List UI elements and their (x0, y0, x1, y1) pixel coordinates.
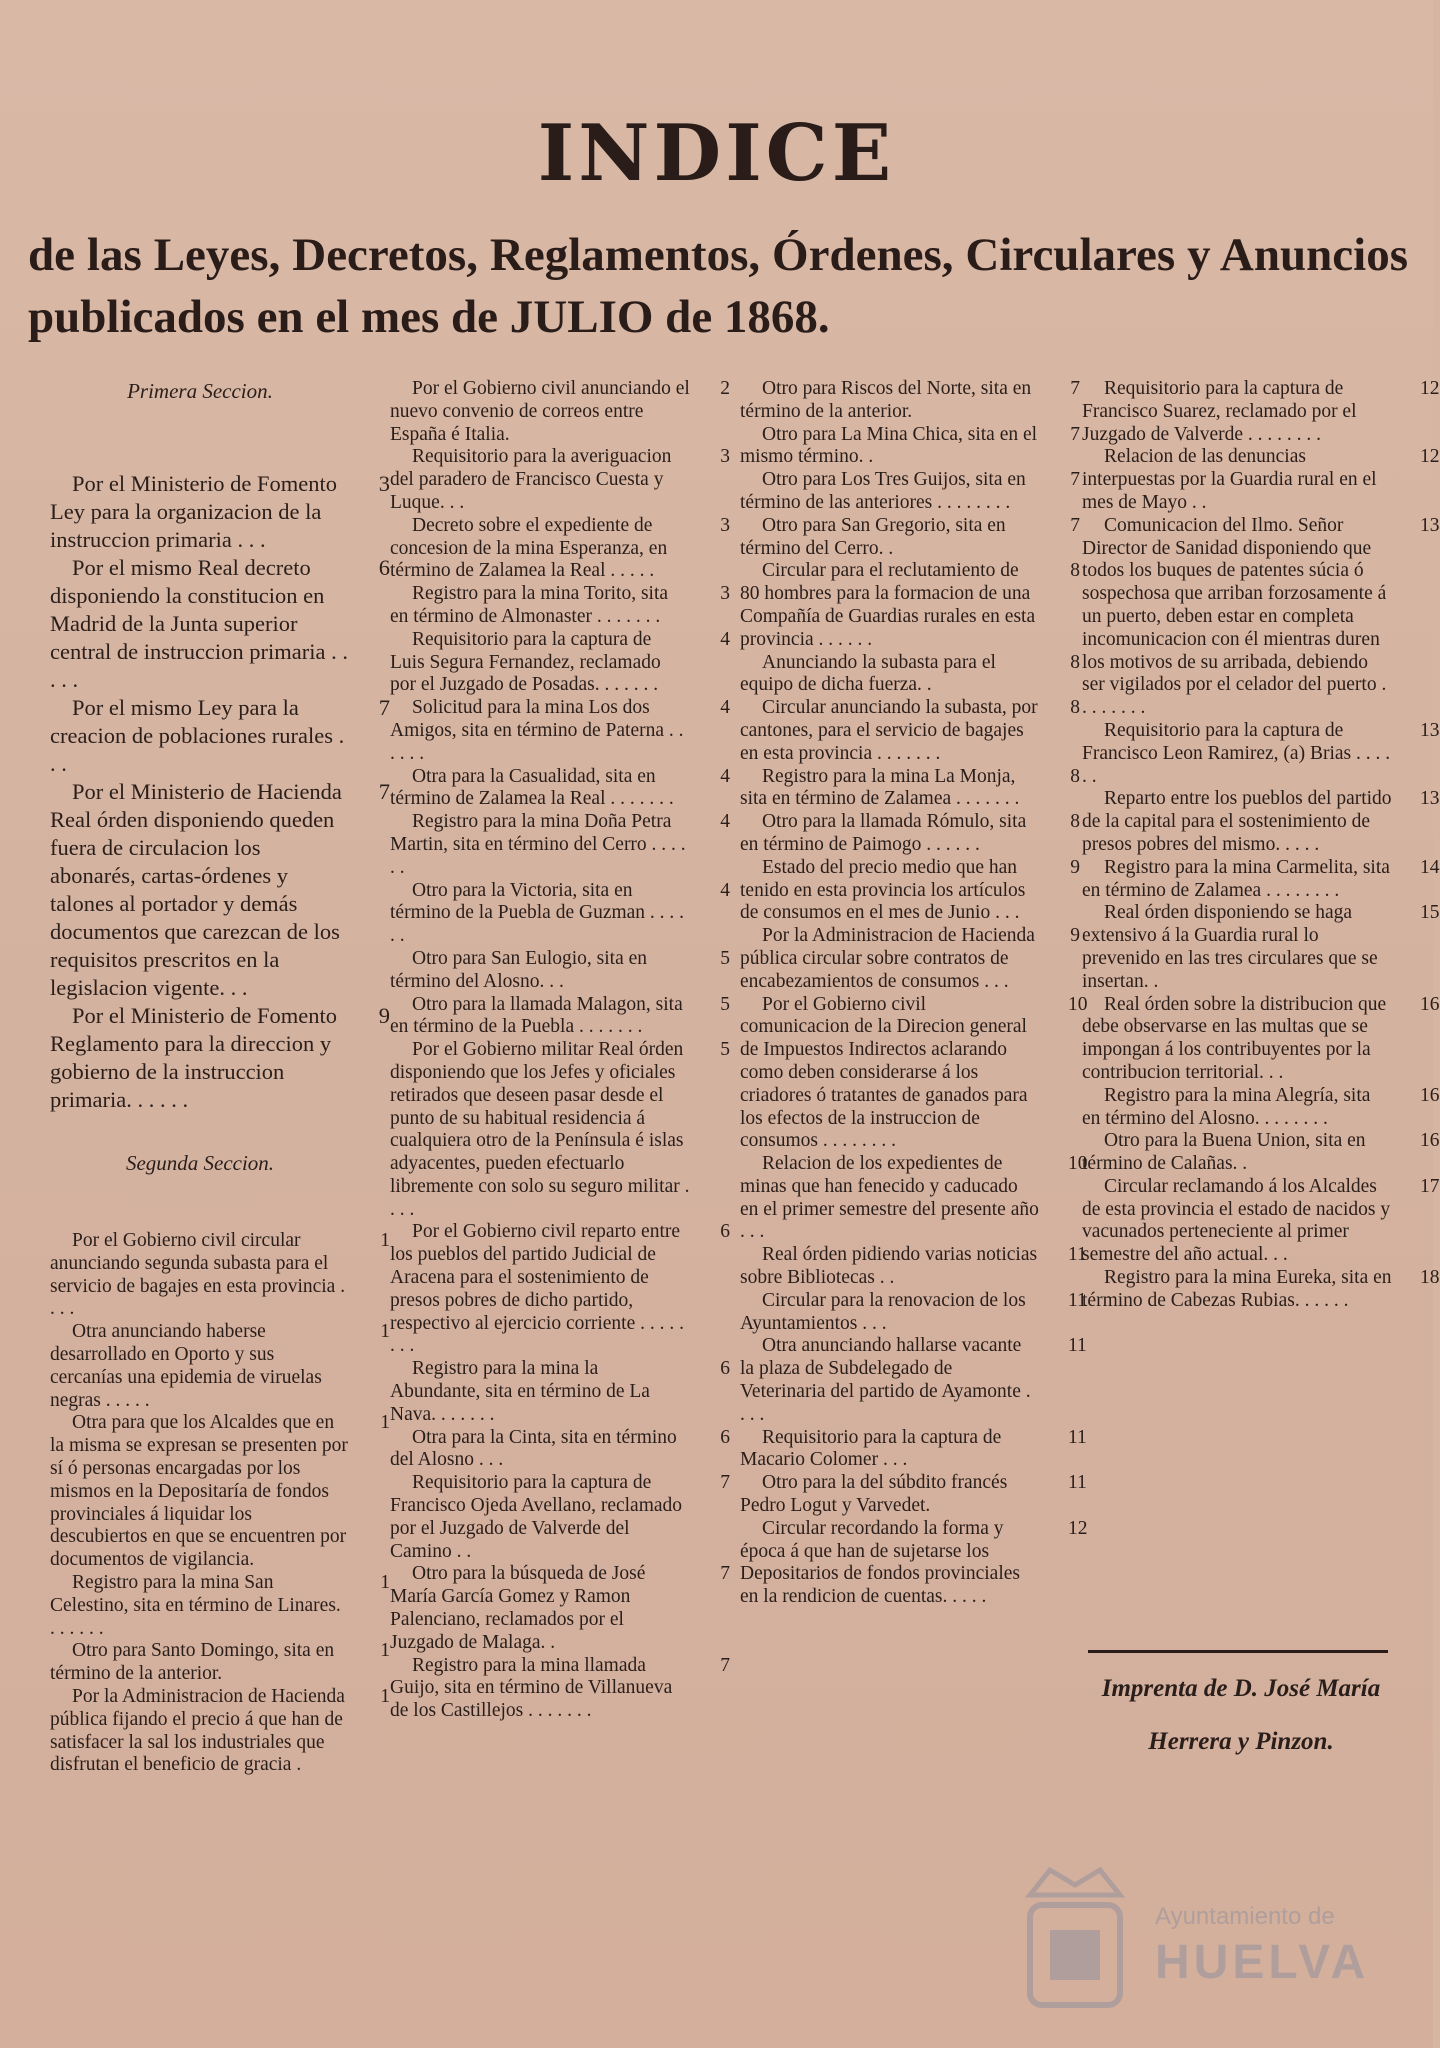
entry-text: Otra para que los Alcaldes que en la misma se expresan se presenten por sí ó personas encargadas por los mismos en la Depositaría de fondos provinciales á liquidar los descubiertos en que se encuentren por documentos de vigilancia. (50, 1412, 348, 1571)
page-number: 3 (378, 471, 390, 496)
entry-text: Otra para la Casualidad, sita en término de Zalamea la Real . . . . . . . (390, 765, 674, 810)
entry-text: Registro para la mina llamada Guijo, sita en término de Villanueva de los Castillejos . . . . . . . (390, 1654, 673, 1722)
entry-text: Requisitorio para la captura de Francisco Ojeda Avellano, reclamado por el Juzgado de Valverde del Camino . . (390, 1472, 683, 1562)
page-number: 8 (1070, 651, 1080, 673)
entry-text: Otro para Riscos del Norte, sita en término de la anterior. (740, 378, 1032, 422)
index-entry (740, 1517, 1088, 1609)
index-entry (1082, 446, 1440, 514)
page-number: 13 (1420, 788, 1440, 810)
entry-text: Real órden pidiendo varias noticias sobre Bibliotecas . . (740, 1244, 1038, 1289)
page-number: 13 (1420, 719, 1440, 741)
index-entry (390, 583, 730, 629)
index-entry (1082, 1130, 1440, 1176)
entry-text: Otro para la del súbdito francés Pedro Logut y Varvedet. (740, 1472, 1008, 1517)
entry-text: Circular para el reclutamiento de 80 hombres para la formacion de una Compañía de Guardias rurales en esta provincia . . . . . . (740, 560, 1036, 650)
entry-text: Registro para la mina Torito, sita en término de Almonaster . . . . . . . (390, 583, 669, 627)
index-entry (390, 1654, 730, 1723)
page-number: 7 (1070, 469, 1080, 491)
page-number: 15 (1420, 902, 1440, 924)
entry-text: Otro para San Gregorio, sita en término del Cerro. . (740, 514, 1006, 559)
index-entry (390, 446, 730, 514)
entry-text: Por el Ministerio de Fomento Ley para la organizacion de la instruccion primaria . . . (50, 471, 337, 552)
page-title: INDICE (537, 108, 896, 199)
entry-text: Por la Administracion de Hacienda pública fijando el precio á que han de satisfacer la sal los industriales que disfrutan el beneficio de gracia . (50, 1685, 345, 1776)
page-number: 7 (378, 779, 390, 804)
page-number: 11 (1068, 1289, 1087, 1311)
entry-text: Por el Gobierno civil anunciando el nuevo convenio de correos entre España é Italia. (390, 378, 690, 445)
index-entry (390, 1563, 730, 1654)
page-number: 7 (720, 1472, 730, 1494)
page-number: 17 (1420, 1175, 1440, 1197)
page-number: 4 (720, 628, 730, 650)
page-number: 11 (1068, 1335, 1087, 1357)
page-number: 7 (1070, 378, 1080, 399)
index-entry (390, 1039, 730, 1221)
divider-rule (1088, 1650, 1388, 1653)
index-entry (740, 1153, 1088, 1244)
entry-text: Registro para la mina Carmelita, sita en término de Zalamea . . . . . . . . (1082, 856, 1390, 901)
page-number: 16 (1420, 993, 1440, 1015)
section-title-segunda: Segunda Seccion. (125, 1151, 275, 1175)
page-number: 7 (720, 1563, 730, 1585)
index-entry (390, 697, 730, 765)
index-entry (390, 765, 730, 812)
index-entry (50, 694, 390, 778)
index-entry (740, 469, 1080, 515)
index-entry (740, 1244, 1087, 1290)
entry-text: Relacion de los expedientes de minas que han fenecido y caducado en el primer semestre del presente año . . . (740, 1153, 1039, 1243)
page-number: 11 (1068, 1244, 1087, 1266)
entry-text: Por el mismo Real decreto disponiendo la constitucion en Madrid de la Junta superior central de instruccion primaria . . . . . (50, 555, 349, 692)
index-entry (390, 993, 730, 1040)
entry-text: Comunicacion del Ilmo. Señor Director de Sanidad disponiendo que todos los buques de patentes súcia ó sospechosa que arriban forzosamente á un puerto, deben estar en completa incomunicacion con él mientras duren los motivos de su arribada, debiendo ser vigilados por el celador del puerto . . . . . . . . (1082, 514, 1387, 719)
page-number: 7 (1070, 514, 1080, 536)
page-subtitle: de las Leyes, Decretos, Reglamentos, Órdenes, Circulares y Anuncios publicados en el mes de JULIO de 1868. (28, 229, 1408, 343)
page-number: 1 (380, 1230, 390, 1251)
page-number: 5 (720, 947, 730, 969)
page-number: 7 (378, 695, 390, 720)
page-number: 14 (1420, 856, 1440, 878)
page-number: 6 (720, 1426, 730, 1448)
entry-text: Requisitorio para la captura de Francisco Suarez, reclamado por el Juzgado de Valverde . . . . . . . . (1082, 378, 1357, 445)
index-entry (50, 470, 390, 554)
index-entry (50, 1571, 390, 1640)
index-entry (740, 560, 1080, 651)
column-1 (50, 378, 390, 1777)
entry-text: Otro para la búsqueda de José María García Gomez y Ramon Palenciano, reclamados por el Juzgado de Malaga. . (390, 1563, 646, 1653)
entry-text: Otro para la llamada Malagon, sita en término de la Puebla . . . . . . . (390, 993, 683, 1038)
page-number: 6 (378, 555, 390, 580)
page-number: 1 (380, 1640, 390, 1662)
index-entry (740, 811, 1080, 857)
index-entry (50, 1230, 390, 1321)
page-number: 9 (1070, 925, 1080, 947)
entry-text: Decreto sobre el expediente de concesion de la mina Esperanza, en término de Zalamea la Real . . . . . (390, 514, 668, 582)
page-number: 6 (720, 1221, 730, 1243)
entry-text: Anunciando la subasta para el equipo de dicha fuerza. . (740, 651, 996, 696)
watermark-subtitle: Ayuntamiento de (1155, 1903, 1335, 1930)
index-entry (390, 879, 730, 948)
entry-text: Otra anunciando hallarse vacante la plaza de Subdelegado de Veterinaria del partido de Ayamonte . . . . (740, 1335, 1031, 1425)
page-number: 4 (720, 765, 730, 787)
entry-text: Otro para Los Tres Guijos, sita en término de las anteriores . . . . . . . . (740, 469, 1026, 513)
page-number: 12 (1420, 446, 1440, 468)
page-number: 3 (720, 446, 730, 468)
entry-text: Registro para la mina la Abundante, sita en término de La Nava. . . . . . . (390, 1358, 650, 1425)
entry-text: Circular recordando la forma y época á que han de sujetarse los Depositarios de fondos provinciales en la rendicion de cuentas. . . . . (740, 1517, 1020, 1608)
entry-text: Requisitorio para la captura de Francisco Leon Ramirez, (a) Brias . . . . . . (1082, 719, 1391, 787)
entry-text: Otra para la Cinta, sita en término del Alosno . . . (390, 1426, 677, 1471)
page-number: 1 (380, 1412, 390, 1434)
entry-text: Por el Ministerio de Fomento Reglamento para la direccion y gobierno de la instruccion primaria. . . . . . (50, 1003, 337, 1112)
index-entry (740, 651, 1080, 698)
entry-text: Relacion de las denuncias interpuestas por la Guardia rural en el mes de Mayo . . (1082, 446, 1377, 513)
index-entry (50, 554, 390, 694)
entry-text: Otro para la Buena Union, sita en término de Calañas. . (1082, 1130, 1366, 1175)
column-4 (1082, 378, 1440, 1313)
index-entry (740, 1335, 1087, 1426)
page-number: 3 (720, 583, 730, 605)
section-title-primera: Primera Seccion. (127, 379, 273, 403)
page-number: 8 (1070, 811, 1080, 833)
entry-text: Por el Ministerio de Hacienda Real órden disponiendo queden fuera de circulacion los abonarés, cartas-órdenes y talones al portador y demás documentos que carezcan de los requisitos prescritos en la legislacion vigente. . . (50, 779, 342, 1000)
index-entry (740, 1472, 1087, 1518)
page-number: 12 (1420, 378, 1440, 399)
entry-text: Registro para la mina Eureka, sita en término de Cabezas Rubias. . . . . . (1082, 1267, 1392, 1311)
page-number: 9 (378, 1003, 390, 1028)
section2-list-col1 (50, 1230, 390, 1777)
index-entry (50, 1321, 390, 1412)
page-number: 1 (380, 1321, 390, 1343)
index-entry (740, 514, 1080, 561)
entry-text: Otro para la Victoria, sita en término de la Puebla de Guzman . . . . . . (390, 879, 685, 947)
index-entry (390, 1472, 730, 1563)
entry-text: Circular para la renovacion de los Ayuntamientos . . . (740, 1289, 1026, 1334)
huelva-seal-watermark (1010, 1855, 1400, 2035)
index-entry (740, 1289, 1087, 1336)
page-number: 8 (1070, 765, 1080, 787)
index-entry (390, 947, 730, 994)
column-2 (390, 378, 730, 1723)
page-number: 16 (1420, 1084, 1440, 1106)
index-entry (390, 628, 730, 697)
page-number: 1 (380, 1571, 390, 1593)
section1-list (50, 470, 390, 1114)
page-number: 18 (1420, 1267, 1440, 1289)
page-number: 7 (720, 1654, 730, 1676)
entry-text: Real órden disponiendo se haga extensivo á la Guardia rural lo prevenido en las tres circulares que se insertan. . (1082, 902, 1378, 992)
index-entry (740, 856, 1080, 925)
index-entry (50, 1640, 390, 1686)
watermark-word: HUELVA (1155, 1936, 1370, 1989)
page-number: 12 (1068, 1517, 1088, 1539)
page-number: 16 (1420, 1130, 1440, 1152)
entry-text: Estado del precio medio que han tenido en esta provincia los artículos de consumos en el mes de Junio . . . (740, 856, 1026, 924)
page-number: 10 (1068, 993, 1088, 1015)
entry-text: Requisitorio para la captura de Luis Segura Fernandez, reclamado por el Juzgado de Posadas. . . . . . . (390, 628, 661, 696)
page-number: 4 (720, 811, 730, 833)
index-entry (390, 1358, 730, 1426)
index-entry (1082, 1175, 1440, 1267)
entry-text: Por el Gobierno civil circular anunciando segunda subasta para el servicio de bagajes en esta provincia . . . . (50, 1230, 346, 1320)
entry-text: Solicitud para la mina Los dos Amigos, sita en término de Paterna . . . . . . (390, 697, 684, 764)
entry-text: Otra anunciando haberse desarrollado en Oporto y sus cercanías una epidemia de viruelas negras . . . . . (50, 1321, 322, 1411)
index-entry (740, 423, 1080, 470)
imprint-line-2: Herrera y Pinzon. (1148, 1728, 1334, 1755)
index-entry (1082, 788, 1440, 856)
crown-shield-icon (1010, 1855, 1140, 2025)
index-entry (1082, 856, 1440, 903)
page-number: 2 (720, 378, 730, 399)
index-entry (740, 993, 1088, 1154)
column-3 (740, 378, 1088, 1609)
page-number: 5 (720, 993, 730, 1015)
page-number: 3 (720, 514, 730, 536)
imprint-line-1: Imprenta de D. José María (1101, 1675, 1381, 1702)
index-entry (740, 1426, 1087, 1473)
index-entry (390, 1221, 730, 1358)
index-entry (740, 378, 1080, 424)
entry-text: Registro para la mina San Celestino, sita en término de Linares. . . . . . . (50, 1571, 341, 1639)
page-number: 8 (1070, 697, 1080, 719)
index-entry (1082, 1084, 1440, 1131)
index-entry (50, 1412, 390, 1572)
entry-text: Por el Gobierno civil reparto entre los pueblos del partido Judicial de Aracena para el sostenimiento de presos pobres de dicho partido, respectivo al ejercicio corriente . . . . . . . . (390, 1221, 684, 1357)
index-entry (390, 811, 730, 879)
index-entry (50, 1002, 390, 1114)
entry-text: Otro para San Eulogio, sita en término del Alosno. . . (390, 947, 648, 992)
index-entry (50, 1685, 390, 1777)
page-number: 5 (720, 1039, 730, 1061)
index-entry (50, 778, 390, 1002)
page-number: 1 (380, 1685, 390, 1707)
index-entry (390, 514, 730, 583)
page-number: 6 (720, 1358, 730, 1380)
page-number: 9 (1070, 856, 1080, 878)
entry-text: Registro para la mina Alegría, sita en término del Alosno. . . . . . . . (1082, 1084, 1371, 1129)
index-entry (1082, 902, 1440, 993)
entry-text: Requisitorio para la averiguacion del paradero de Francisco Cuesta y Luque. . . (390, 446, 672, 513)
page-number: 8 (1070, 560, 1080, 582)
entry-text: Circular reclamando á los Alcaldes de esta provincia el estado de nacidos y vacunados perteneciente al primer semestre del año actual. . . (1082, 1175, 1391, 1266)
page-number: 11 (1068, 1426, 1087, 1448)
page-number: 13 (1420, 514, 1440, 536)
entry-text: Otro para La Mina Chica, sita en el mismo término. . (740, 423, 1038, 468)
entry-text: Por el Gobierno militar Real órden disponiendo que los Jefes y oficiales retirados que deseen pasar desde el punto de su habitual residencia á cualquiera otro de la Península é islas adyacentes, pueden efectuarlo libremente con solo su seguro militar . . . . (390, 1039, 690, 1220)
entry-text: Otro para la llamada Rómulo, sita en término de Paimogo . . . . . . (740, 811, 1027, 855)
index-entry (740, 925, 1080, 993)
entry-text: Por el mismo Ley para la creacion de poblaciones rurales . . . (50, 695, 345, 776)
page-number: 7 (1070, 423, 1080, 445)
index-entry (1082, 719, 1440, 788)
page-number: 4 (720, 879, 730, 901)
index-entry (1082, 514, 1440, 720)
entry-text: Por la Administracion de Hacienda pública circular sobre contratos de encabezamientos de consumos . . . (740, 925, 1035, 992)
entry-text: Real órden sobre la distribucion que debe observarse en las multas que se impongan á los contribuyentes por la contribucion territorial. . . (1082, 993, 1387, 1083)
index-entry (1082, 993, 1440, 1085)
entry-text: Por el Gobierno civil comunicacion de la Direcion general de Impuestos Indirectos aclarando como deben considerarse á los criadores ó tratantes de ganados para los efectos de la instruccion de consumos . . . . . . . . (740, 993, 1028, 1152)
page-number: 4 (720, 697, 730, 719)
index-entry (390, 1426, 730, 1473)
index-entry (390, 378, 730, 446)
page-number: 10 (1068, 1153, 1088, 1175)
index-entry (1082, 1267, 1440, 1313)
entry-text: Circular anunciando la subasta, por cantones, para el servicio de bagajes en esta provincia . . . . . . . (740, 697, 1038, 764)
page-number: 11 (1068, 1472, 1087, 1494)
entry-text: Reparto entre los pueblos del partido de la capital para el sostenimiento de presos pobres del mismo. . . . . (1082, 788, 1392, 855)
entry-text: Otro para Santo Domingo, sita en término de la anterior. (50, 1640, 335, 1685)
index-entry (740, 765, 1080, 812)
entry-text: Registro para la mina Doña Petra Martin, sita en término del Cerro . . . . . . (390, 811, 686, 878)
index-entry (740, 697, 1080, 765)
index-entry (1082, 378, 1440, 446)
entry-text: Registro para la mina La Monja, sita en término de Zalamea . . . . . . . (740, 765, 1020, 810)
entry-text: Requisitorio para la captura de Macario Colomer . . . (740, 1426, 1002, 1471)
